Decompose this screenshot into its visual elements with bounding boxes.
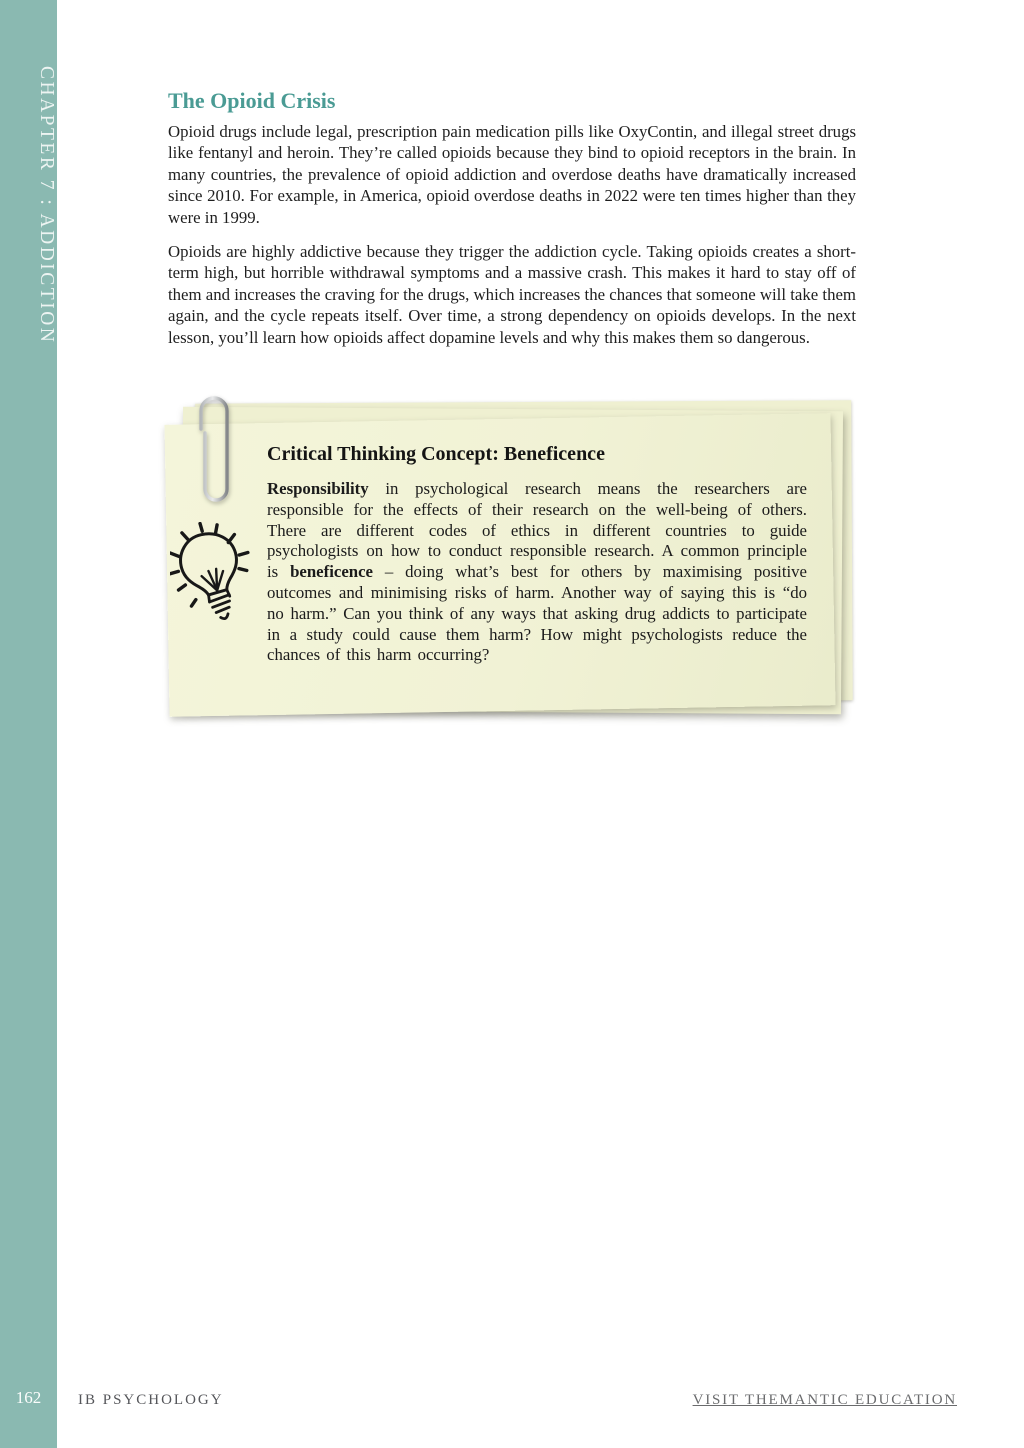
body-paragraph: Opioid drugs include legal, prescription pain medication pills like OxyContin, and illegal street drugs like fentanyl and heroin. They’re called opioids because they bind to opioid receptors in the brain. In many countries, the prevalence of opioid addiction and overdose deaths have dramatically increased since 2010. For example, in America, opioid overdose deaths in 2022 were ten times higher than they were in 1999. [168,122,856,227]
section-heading: The Opioid Crisis [168,88,336,113]
bold-term-responsibility: Responsibility [267,479,369,498]
note-card-text: – doing what’s best for others by maximising positive outcomes and minimising risks of harm. Another way of saying this is “do no harm.” Can you think of any ways that asking drug addicts to participate in a study could cause them harm? How might psychologists reduce the chances of this harm occurring? [267,562,807,665]
footer-education-link[interactable]: VISIT THEMANTIC EDUCATION [692,1392,957,1408]
chapter-sidebar [0,0,57,1448]
note-card-title: Critical Thinking Concept: Beneficence [267,443,605,465]
note-card-body [267,479,807,666]
chapter-tab-label: CHAPTER 7 : ADDICTION [36,66,57,345]
bold-term-beneficence: beneficence [290,562,374,582]
lightbulb-icon [170,522,256,630]
note-card-text: in psychological research means the researchers are responsible for the effects of their research on the well-being of others. There are different codes of ethics in different countries to guide psychologists on how to conduct responsible research. A common principle is [267,479,807,582]
footer-book-title: IB PSYCHOLOGY [78,1392,224,1408]
paperclip-icon [196,389,234,513]
note-card-stack [160,393,880,738]
page-number: 162 [15,1388,42,1407]
body-paragraph: Opioids are highly addictive because they trigger the addiction cycle. Taking opioids creates a short-term high, but horrible withdrawal symptoms and a massive crash. This makes it hard to stay off of them and increases the craving for the drugs, which increases the chances that someone will take them again, and the cycle repeats itself. Over time, a strong dependency on opioids develops. In the next lesson, you’ll learn how opioids affect dopamine levels and why this makes them so dangerous. [168,242,856,347]
